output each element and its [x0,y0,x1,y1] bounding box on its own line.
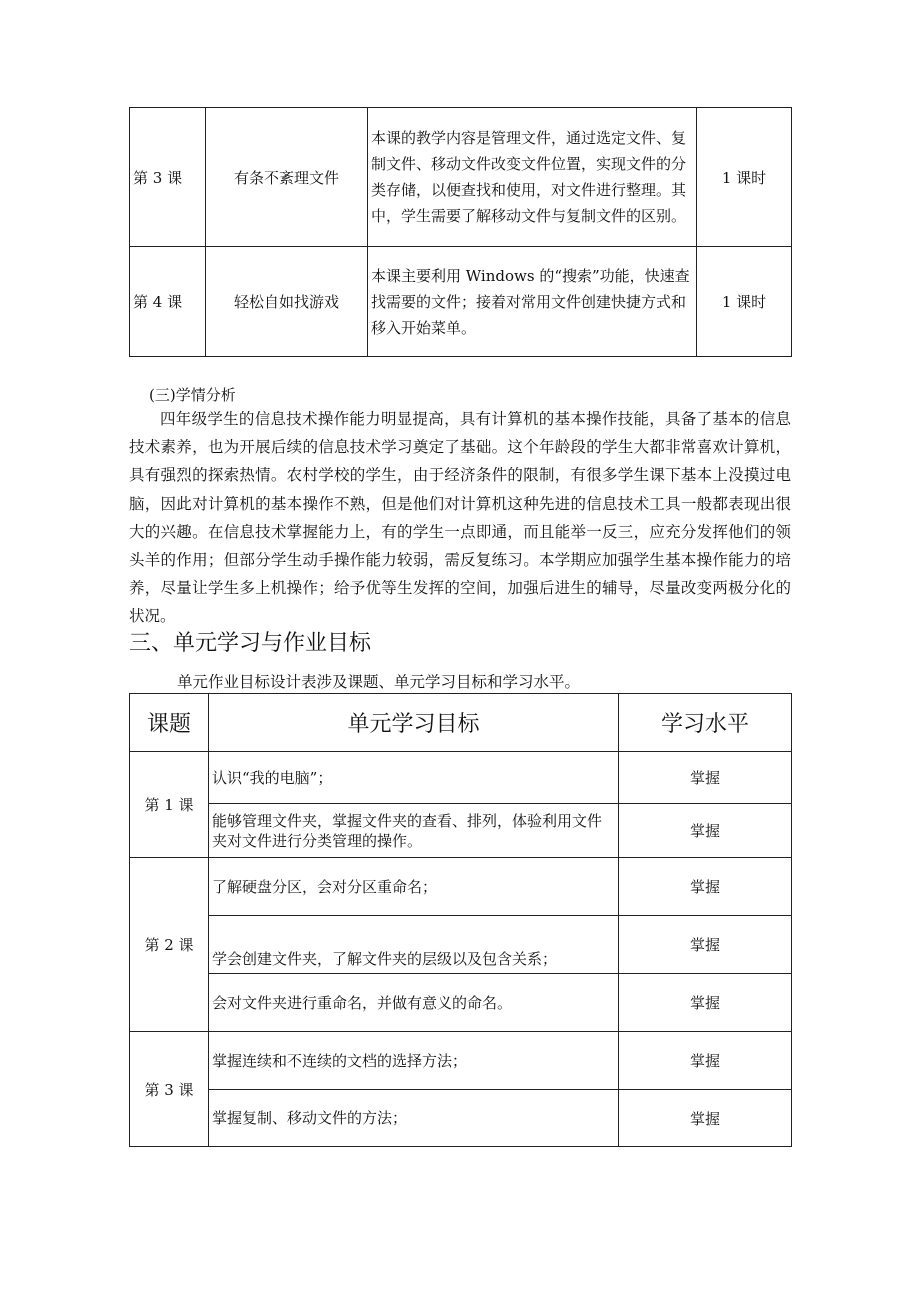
lesson-number: 第 4 课 [130,247,206,357]
goal-text: 了解硬盘分区，会对分区重命名； [209,858,619,916]
goal-text: 学会创建文件夹，了解文件夹的层级以及包含关系； [209,916,619,974]
lesson-content: 本课的教学内容是管理文件，通过选定文件、复制文件、移动文件改变文件位置，实现文件的分类存储，以便查找和使用，对文件进行整理。其中，学生需要了解移动文件与复制文件的区别。 [368,108,697,247]
lesson-number: 第 3 课 [130,108,206,247]
section-intro: 单元作业目标设计表涉及课题、单元学习目标和学习水平。 [177,673,581,691]
table-row [130,108,792,247]
table-header-row [130,694,792,752]
table-row [130,752,792,804]
goal-text: 掌握复制、移动文件的方法； [209,1090,619,1147]
lesson-table [129,107,792,357]
table-row [130,858,792,916]
goal-text: 认识“我的电脑”； [209,752,619,804]
goal-text: 掌握连续和不连续的文档的选择方法； [209,1032,619,1090]
goal-lesson: 第 3 课 [130,1032,209,1147]
goal-level: 掌握 [619,858,792,916]
lesson-content: 本课主要利用 Windows 的“搜索”功能，快速查找需要的文件；接着对常用文件创建快捷方式和移入开始菜单。 [368,247,697,357]
table-row [130,974,792,1032]
goal-level: 掌握 [619,1090,792,1147]
section-heading: 三、单元学习与作业目标 [129,631,372,656]
lesson-hours: 1 课时 [697,247,792,357]
table-row [130,804,792,858]
header-goal: 单元学习目标 [209,694,619,752]
learner-analysis-paragraph: 四年级学生的信息技术操作能力明显提高，具有计算机的基本操作技能，具备了基本的信息技术素养，也为开展后续的信息技术学习奠定了基础。这个年龄段的学生大都非常喜欢计算机，具有强烈的探索热情。农村学校的学生，由于经济条件的限制，有很多学生课下基本上没摸过电脑，因此对计算机的基本操作不熟，但是他们对计算机这种先进的信息技术工具一般都表现出很大的兴趣。在信息技术掌握能力上，有的学生一点即通，而且能举一反三，应充分发挥他们的领头羊的作用；但部分学生动手操作能力较弱，需反复练习。本学期应加强学生基本操作能力的培养，尽量让学生多上机操作；给予优等生发挥的空间，加强后进生的辅导，尽量改变两极分化的状况。 [129,410,791,626]
table-row [130,247,792,357]
header-level: 学习水平 [619,694,792,752]
goal-lesson: 第 1 课 [130,752,209,858]
table-row [130,916,792,974]
lesson-title: 有条不紊理文件 [206,108,368,247]
goal-table [129,693,792,1147]
goal-lesson: 第 2 课 [130,858,209,1032]
goal-level: 掌握 [619,752,792,804]
goal-level: 掌握 [619,804,792,858]
goal-text: 会对文件夹进行重命名，并做有意义的命名。 [209,974,619,1032]
lesson-hours: 1 课时 [697,108,792,247]
goal-level: 掌握 [619,1032,792,1090]
learner-analysis-heading: (三)学情分析 [149,386,236,404]
header-lesson: 课题 [130,694,209,752]
lesson-title: 轻松自如找游戏 [206,247,368,357]
table-row [130,1090,792,1147]
goal-level: 掌握 [619,974,792,1032]
goal-text: 能够管理文件夹，掌握文件夹的查看、排列，体验利用文件夹对文件进行分类管理的操作。 [209,804,619,858]
table-row [130,1032,792,1090]
goal-level: 掌握 [619,916,792,974]
